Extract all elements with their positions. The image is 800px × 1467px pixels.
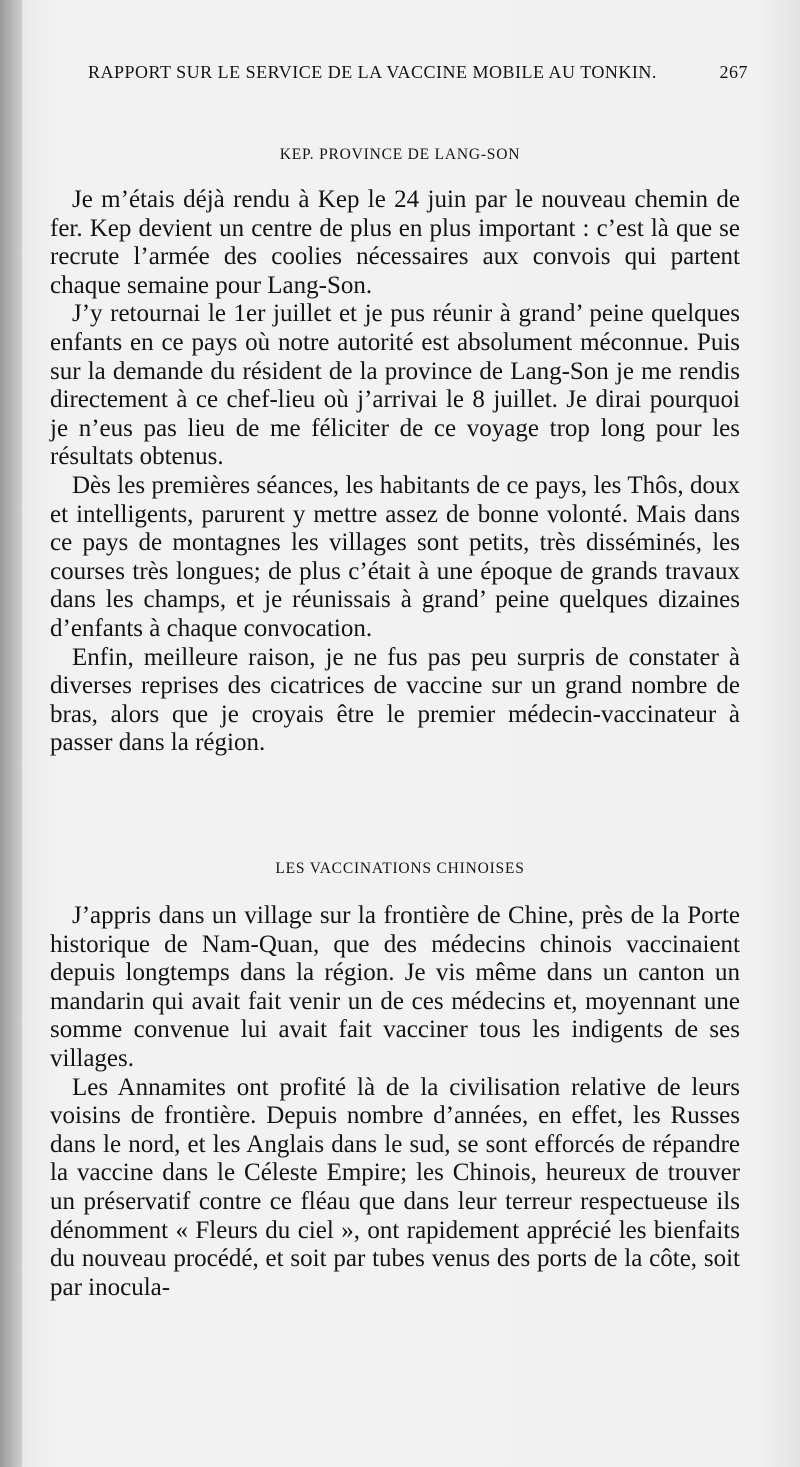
section-body-kep [50, 186, 740, 758]
section-heading-kep: KEP. PROVINCE DE LANG-SON [279, 146, 521, 163]
section-body-vaccinations-chinoises [50, 902, 740, 1302]
paragraph: J’appris dans un village sur la frontière de Chine, près de la Porte historique de Nam-Quan, que des médecins chinois vaccinaient depuis longtemps dans la région. Je vis même dans un canton un mandarin qui avait fait venir un de ces médecins et, moyennant une somme convenue lui avait fait vacciner tous les indigents de ses villages. [50, 902, 740, 1072]
running-title: RAPPORT SUR LE SERVICE DE LA VACCINE MOBILE AU TONKIN. [88, 62, 657, 82]
paragraph: Dès les premières séances, les habitants de ce pays, les Thôs, doux et intelligents, parurent y mettre assez de bonne volonté. Mais dans ce pays de montagnes les villages sont petits, très disséminés, les courses très longues; de plus c’était à une époque de grands travaux dans les champs, et je réunissais à grand’ peine quelques dizaines d’enfants à chaque convocation. [50, 471, 740, 642]
running-header [88, 62, 748, 83]
paragraph: J’y retournai le 1er juillet et je pus réunir à grand’ peine quelques enfants en ce pays où notre autorité est absolument méconnue. Puis sur la demande du résident de la province de Lang-Son je me rendis directement à ce chef-lieu où j’arrivai le 8 juillet. Je dirai pourquoi je n’eus pas lieu de me féliciter de ce voyage trop long pour les résultats obtenus. [50, 300, 740, 471]
paragraph: Enfin, meilleure raison, je ne fus pas peu surpris de constater à diverses reprises des cicatrices de vaccine sur un grand nombre de bras, alors que je croyais être le premier médecin-vaccinateur à passer dans la région. [50, 643, 740, 757]
paragraph: Je m’étais déjà rendu à Kep le 24 juin par le nouveau chemin de fer. Kep devient un centre de plus en plus important : c’est là que se recrute l’armée des coolies nécessaires aux convois qui partent chaque semaine pour Lang-Son. [50, 186, 740, 299]
paragraph: Les Annamites ont profité là de la civilisation relative de leurs voisins de frontière. Depuis nombre d’années, en effet, les Russes dans le nord, et les Anglais dans le sud, se sont efforcés de répandre la vaccine dans le Céleste Empire; les Chinois, heureux de trouver un préservatif contre ce fléau que dans leur terreur respectueuse ils dénomment « Fleurs du ciel », ont rapidement apprécié les bienfaits du nouveau procédé, et soit par tubes venus des ports de la côte, soit par inocula- [50, 1073, 740, 1301]
page-number: 267 [719, 62, 748, 82]
page-spine-shadow [0, 0, 22, 1467]
section-heading-vaccinations-chinoises: LES VACCINATIONS CHINOISES [275, 860, 525, 877]
